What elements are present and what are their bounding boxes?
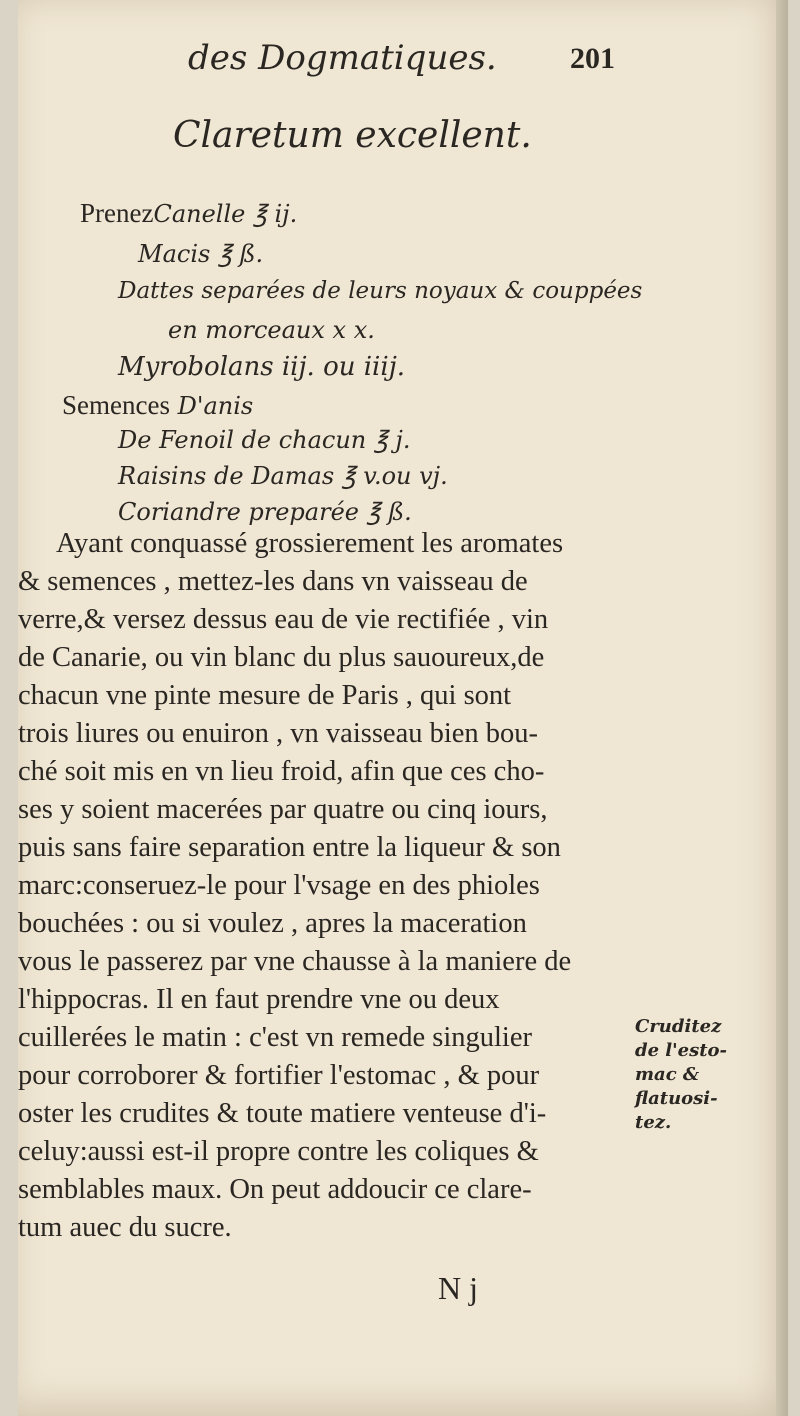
ingredient-italic: Macis ℥ ß.	[138, 240, 264, 268]
ingredient-line	[118, 278, 642, 304]
ingredient-italic: en morceaux x x.	[168, 316, 375, 344]
text-line: celuy:aussi est-il propre contre les coliques &	[18, 1136, 539, 1167]
margin-note-line: Cruditez	[635, 1016, 722, 1037]
text-line: l'hippocras. Il en faut prendre vne ou deux	[18, 984, 500, 1015]
margin-note-line: tez.	[635, 1112, 672, 1133]
ingredient-italic: D'anis	[177, 392, 254, 420]
ingredient-italic: Myrobolans iij. ou iiij.	[118, 352, 406, 382]
ingredient-line	[62, 390, 253, 421]
margin-note-line: de l'esto-	[635, 1040, 728, 1061]
text-line: pour corroborer & fortifier l'estomac , & pour	[18, 1060, 540, 1091]
ingredient-line	[138, 240, 263, 268]
text-line: trois liures ou enuiron , vn vaisseau bien bou-	[18, 718, 539, 749]
signature-mark: N j	[438, 1270, 478, 1306]
text-line: chacun vne pinte mesure de Paris , qui sont	[18, 680, 512, 711]
margin-note-line: mac &	[635, 1064, 700, 1085]
ingredient-italic: Canelle ℥ ij.	[153, 200, 298, 228]
text-line: tum auec du sucre.	[18, 1212, 232, 1243]
book-page	[18, 0, 788, 1416]
text-line: marc:conseruez-le pour l'vsage en des phioles	[18, 870, 540, 901]
page-spine-shadow	[776, 0, 788, 1416]
ingredient-italic: Coriandre preparée ℥ ß.	[118, 498, 412, 526]
text-line: verre,& versez dessus eau de vie rectifiée , vin	[18, 604, 549, 635]
text-line: puis sans faire separation entre la liqueur & son	[18, 832, 561, 863]
running-title: des Dogmatiques.	[188, 38, 497, 78]
text-line: ses y soient macerées par quatre ou cinq iours,	[18, 794, 548, 825]
ingredient-roman: Semences	[62, 390, 170, 420]
text-line: bouchées : ou si voulez , apres la maceration	[18, 908, 527, 939]
ingredient-line	[80, 198, 297, 229]
text-line: semblables maux. On peut addoucir ce clare-	[18, 1174, 532, 1205]
text-line: & semences , mettez-les dans vn vaisseau de	[18, 566, 528, 597]
recipe-title: Claretum excellent.	[173, 115, 532, 156]
ingredient-line	[118, 462, 448, 490]
page-number: 201	[570, 42, 615, 75]
text-line: de Canarie, ou vin blanc du plus sauoureux,de	[18, 642, 545, 673]
text-line: ché soit mis en vn lieu froid, afin que ces cho-	[18, 756, 545, 787]
text-line: cuillerées le matin : c'est vn remede singulier	[18, 1022, 532, 1053]
ingredient-italic: De Fenoil de chacun ℥ j.	[118, 426, 411, 454]
ingredient-line	[118, 426, 410, 454]
ingredient-italic: Dattes separées de leurs noyaux & couppées	[118, 278, 643, 304]
ingredient-roman: Prenez	[80, 198, 154, 228]
ingredient-line	[118, 352, 405, 382]
margin-note-line: flatuosi-	[635, 1088, 718, 1109]
page-header	[18, 38, 788, 88]
text-line: Ayant conquassé grossierement les aromates	[56, 528, 564, 559]
text-line: vous le passerez par vne chausse à la maniere de	[18, 946, 572, 977]
ingredient-italic: Raisins de Damas ℥ v.ou vj.	[118, 462, 448, 490]
ingredient-line	[168, 316, 375, 344]
text-line: oster les crudites & toute matiere venteuse d'i-	[18, 1098, 547, 1129]
ingredient-line	[118, 498, 412, 526]
